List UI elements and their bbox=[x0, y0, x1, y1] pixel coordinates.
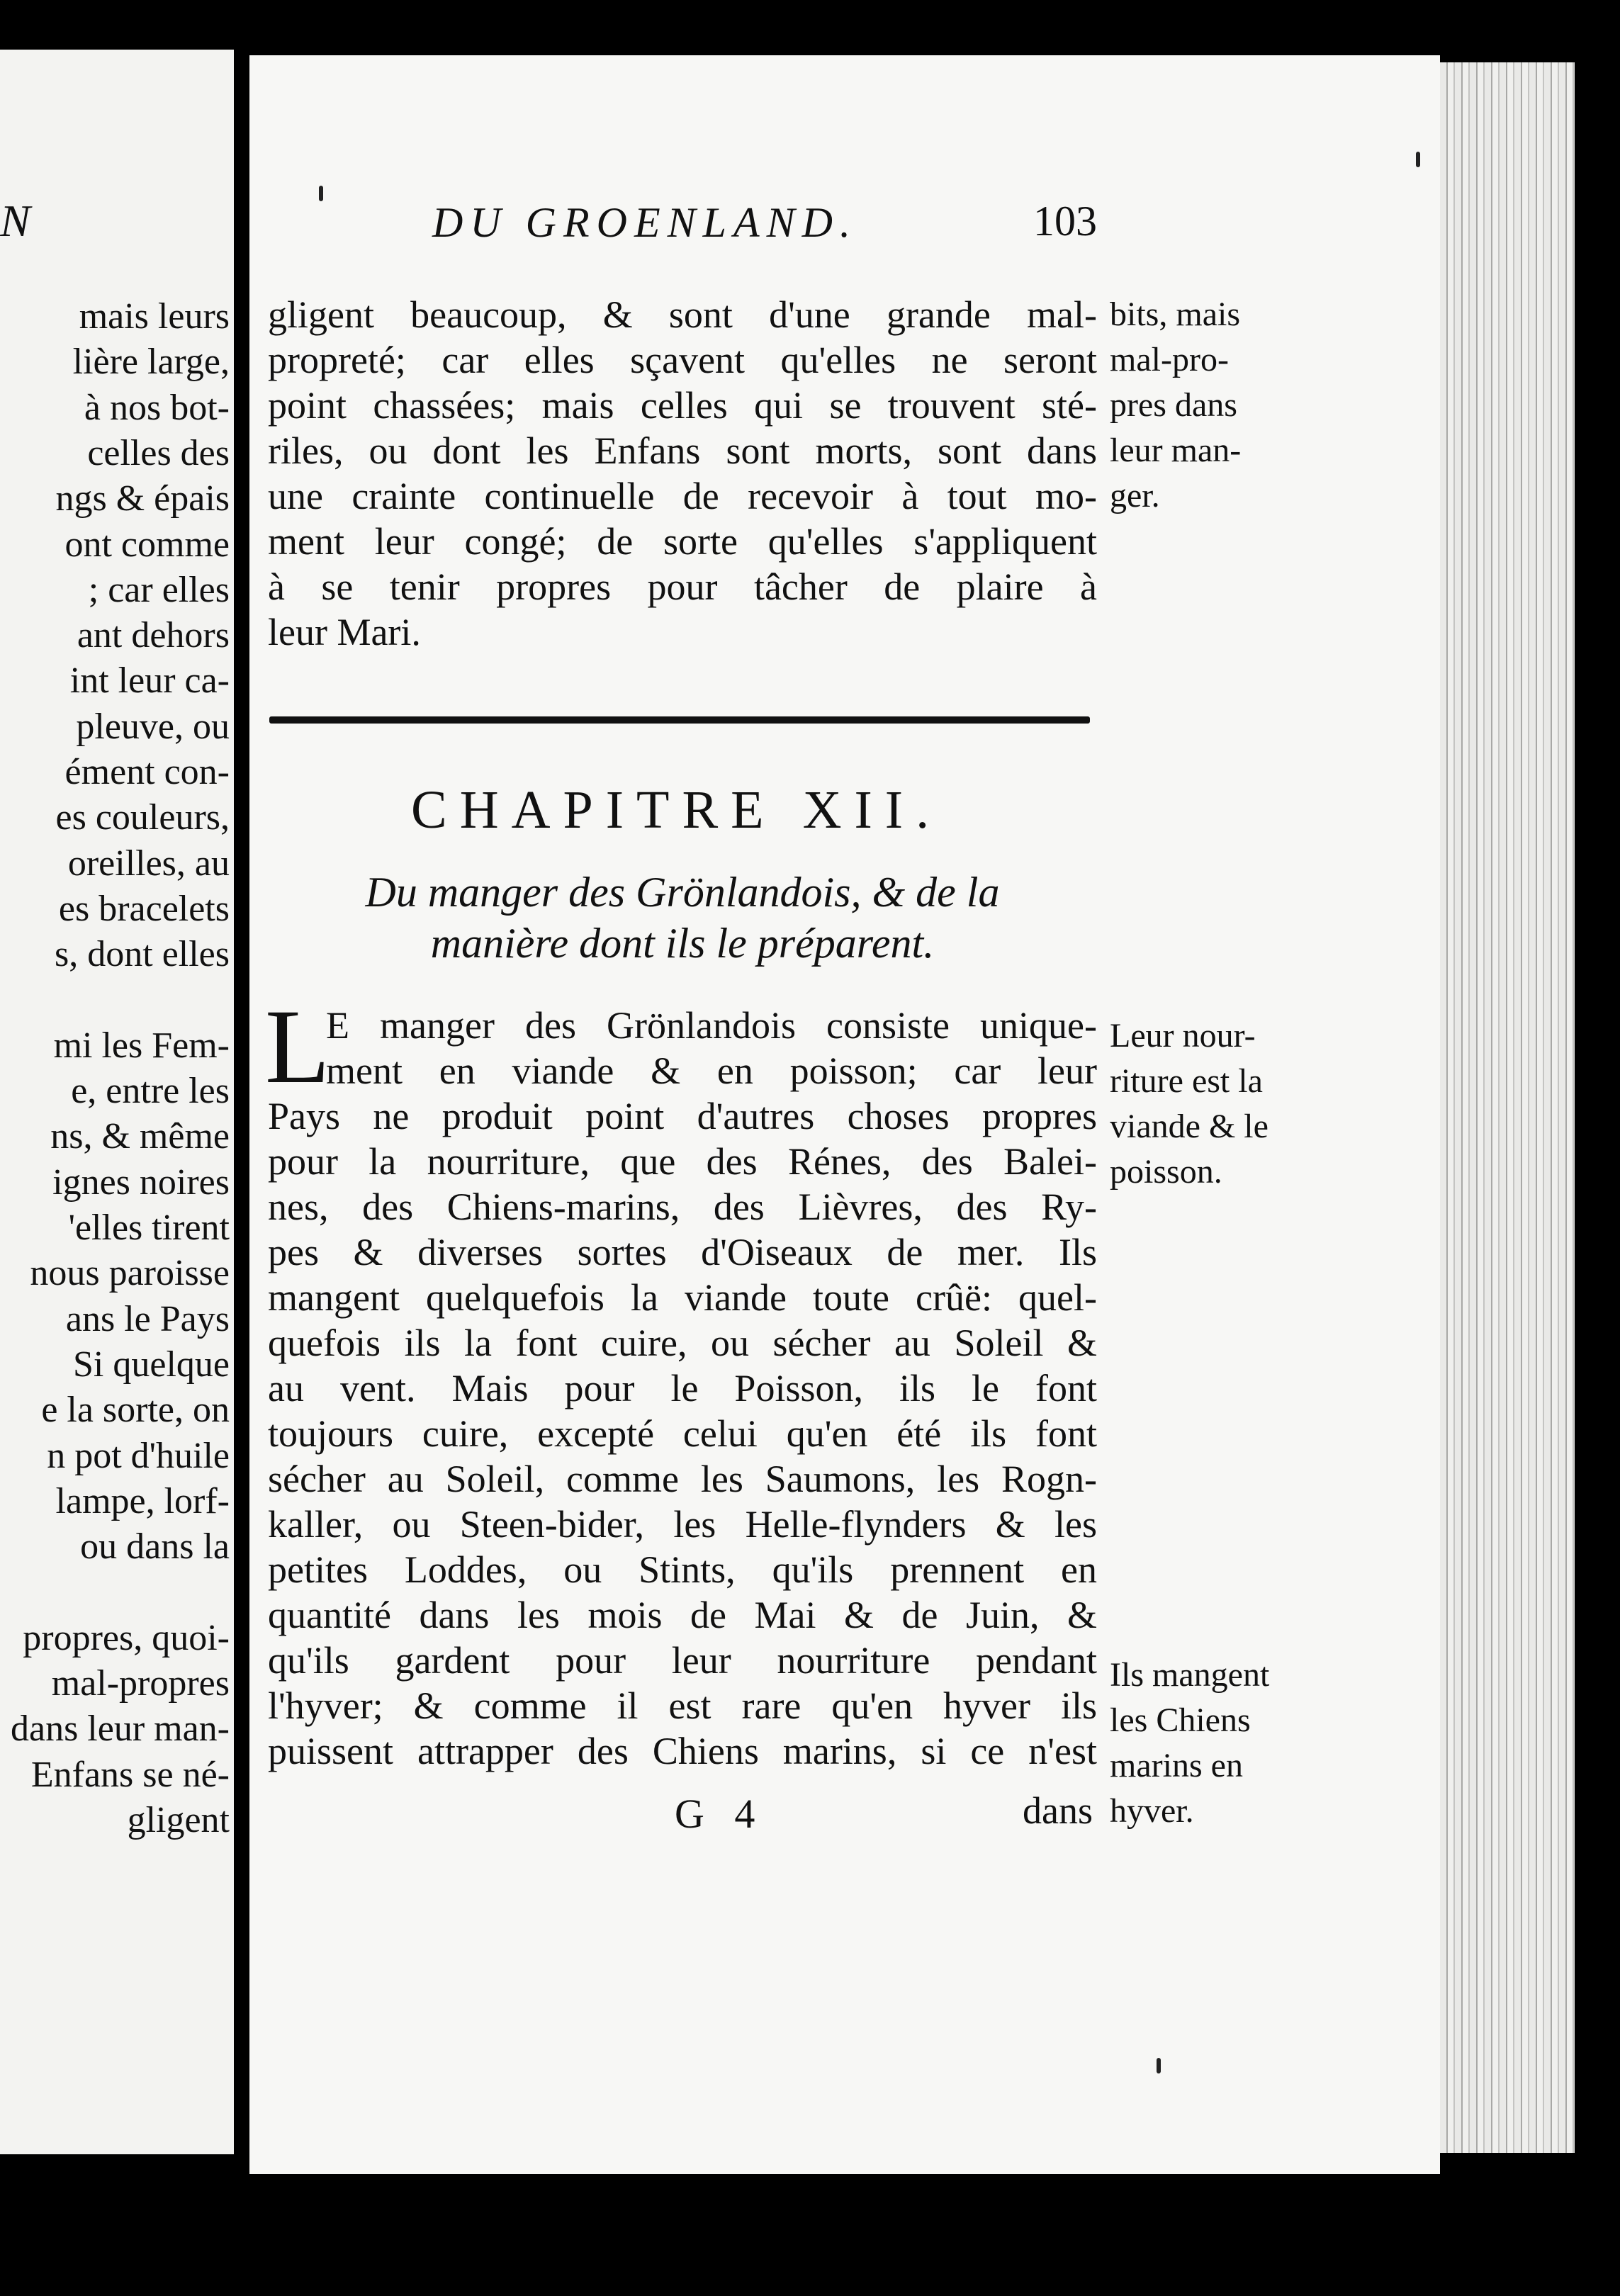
margin-note-line: riture est la bbox=[1110, 1062, 1263, 1100]
margin-note-line: bits, mais bbox=[1110, 296, 1241, 333]
body-line: riles, ou dont les Enfans sont morts, sont dans bbox=[268, 429, 1097, 472]
left-page-line: mi les Fem- bbox=[53, 1025, 230, 1066]
left-page-heading: N bbox=[0, 196, 32, 246]
left-page-line: ont comme bbox=[64, 524, 230, 565]
left-page-line: ément con- bbox=[64, 752, 230, 792]
margin-note-line: viande & le bbox=[1110, 1108, 1269, 1145]
body-line: petites Loddes, ou Stints, qu'ils prennent en bbox=[268, 1548, 1097, 1591]
body-line: à se tenir propres pour tâcher de plaire à bbox=[268, 565, 1097, 608]
catchword: dans bbox=[1023, 1789, 1093, 1832]
left-page-line: lampe, lorf- bbox=[55, 1480, 230, 1521]
left-page-line: oreilles, au bbox=[67, 843, 230, 884]
body-line: toujours cuire, excepté celui qu'en été ils font bbox=[268, 1412, 1097, 1455]
left-page-line: ns, & même bbox=[50, 1116, 230, 1157]
body-line: E manger des Grönlandois consiste unique- bbox=[326, 1004, 1097, 1047]
book-gutter bbox=[234, 43, 249, 2168]
body-line: nes, des Chiens-marins, des Lièvres, des Ry- bbox=[268, 1186, 1097, 1228]
ink-speck bbox=[1416, 152, 1420, 167]
left-page-line: es couleurs, bbox=[55, 797, 230, 838]
margin-note-line: poisson. bbox=[1110, 1153, 1222, 1191]
chapter-title: CHAPITRE XII. bbox=[411, 780, 943, 840]
page-edges bbox=[1440, 62, 1575, 2153]
body-line: kaller, ou Steen-bider, les Helle-flynders & les bbox=[268, 1503, 1097, 1546]
body-line: leur Mari. bbox=[268, 611, 421, 653]
body-line: ment leur congé; de sorte qu'elles s'appliquent bbox=[268, 520, 1097, 563]
page-number: 103 bbox=[1033, 198, 1097, 244]
left-page-line: pleuve, ou bbox=[76, 706, 230, 747]
margin-note-line: les Chiens bbox=[1110, 1701, 1251, 1739]
body-line: l'hyver; & comme il est rare qu'en hyver ils bbox=[268, 1684, 1097, 1727]
left-page-line: gligent bbox=[127, 1799, 230, 1840]
margin-note-line: leur man- bbox=[1110, 432, 1242, 469]
left-page-line: dans leur man- bbox=[10, 1709, 230, 1750]
left-page-line: ou dans la bbox=[80, 1526, 230, 1568]
margin-note-line: mal-pro- bbox=[1110, 341, 1229, 378]
body-line: sécher au Soleil, comme les Saumons, les Rogn- bbox=[268, 1458, 1097, 1500]
left-page-line: celles des bbox=[87, 432, 230, 473]
body-line: pour la nourriture, que des Rénes, des Balei- bbox=[268, 1140, 1097, 1183]
left-page-line: e, entre les bbox=[71, 1071, 230, 1112]
drop-cap: L bbox=[265, 988, 330, 1105]
left-page-line: ant dehors bbox=[77, 615, 230, 656]
body-line: gligent beaucoup, & sont d'une grande mal- bbox=[268, 293, 1097, 336]
left-page-line: int leur ca- bbox=[69, 660, 230, 702]
left-page-line: mais leurs bbox=[79, 296, 230, 337]
body-line: propreté; car elles sçavent qu'elles ne seront bbox=[268, 339, 1097, 381]
margin-note-line: Leur nour- bbox=[1110, 1017, 1256, 1054]
body-line: quantité dans les mois de Mai & de Juin, & bbox=[268, 1594, 1097, 1636]
body-line: au vent. Mais pour le Poisson, ils le font bbox=[268, 1367, 1097, 1409]
margin-note-line: pres dans bbox=[1110, 386, 1237, 424]
left-page-line: n pot d'huile bbox=[47, 1435, 230, 1476]
ink-speck bbox=[319, 186, 323, 201]
body-line: qu'ils gardent pour leur nourriture pendant bbox=[268, 1639, 1097, 1682]
chapter-rule bbox=[269, 716, 1090, 724]
left-page-line: mal-propres bbox=[51, 1663, 230, 1704]
left-page-fragment bbox=[0, 50, 234, 2154]
left-page-line: s, dont elles bbox=[55, 934, 230, 975]
left-page-line: 'elles tirent bbox=[68, 1208, 230, 1248]
left-page-line: es bracelets bbox=[58, 888, 230, 929]
margin-note-line: ger. bbox=[1110, 477, 1160, 514]
body-line: point chassées; mais celles qui se trouvent sté- bbox=[268, 384, 1097, 427]
chapter-subtitle-line: Du manger des Grönlandois, & de la bbox=[365, 869, 1000, 916]
body-line: ment en viande & en poisson; car leur bbox=[326, 1049, 1097, 1092]
body-line: puissent attrapper des Chiens marins, si ce n'est bbox=[268, 1730, 1097, 1772]
left-page-line: e la sorte, on bbox=[41, 1390, 230, 1431]
left-page-line: Si quelque bbox=[73, 1344, 230, 1385]
left-page-line: à nos bot- bbox=[84, 387, 230, 428]
signature-mark: G 4 bbox=[675, 1791, 765, 1837]
body-line: mangent quelquefois la viande toute crûë: quel- bbox=[268, 1276, 1097, 1319]
left-page-line: nous paroisse bbox=[30, 1253, 230, 1294]
left-page-line: ngs & épais bbox=[55, 478, 230, 519]
left-page-line: lière large, bbox=[72, 342, 230, 383]
margin-note-line: marins en bbox=[1110, 1747, 1243, 1784]
left-page-line: propres, quoi- bbox=[23, 1617, 230, 1658]
margin-note-line: hyver. bbox=[1110, 1792, 1194, 1830]
margin-note-line: Ils mangent bbox=[1110, 1656, 1270, 1694]
chapter-subtitle-line: manière dont ils le préparent. bbox=[430, 920, 935, 967]
ink-speck bbox=[1157, 2058, 1161, 2073]
body-line: pes & diverses sortes d'Oiseaux de mer. Ils bbox=[268, 1231, 1097, 1273]
body-line: une crainte continuelle de recevoir à tout mo- bbox=[268, 475, 1097, 517]
left-page-line: ans le Pays bbox=[65, 1298, 230, 1339]
left-page-line: ignes noires bbox=[52, 1161, 230, 1203]
left-page-line: Enfans se né- bbox=[30, 1754, 230, 1795]
running-head: DU GROENLAND. bbox=[432, 199, 858, 246]
body-line: quefois ils la font cuire, ou sécher au Soleil & bbox=[268, 1322, 1097, 1364]
left-page-line: ; car elles bbox=[88, 569, 230, 610]
body-line: Pays ne produit point d'autres choses propres bbox=[268, 1095, 1097, 1137]
